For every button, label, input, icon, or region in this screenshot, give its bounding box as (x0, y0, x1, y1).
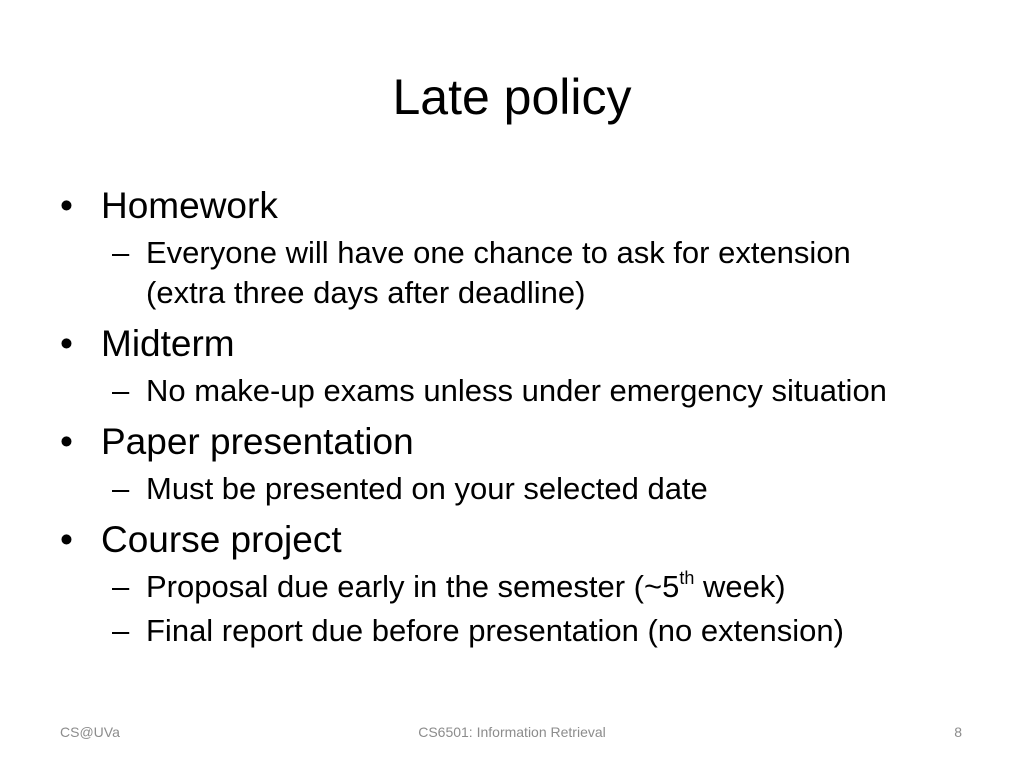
sub-bullet-text: Must be presented on your selected date (146, 471, 708, 506)
sub-bullet-item (60, 469, 960, 509)
bullet-icon: • (60, 185, 73, 226)
bullet-label: Course project (101, 519, 342, 560)
bullet-icon: • (60, 421, 73, 462)
dash-icon: – (112, 471, 130, 506)
slide-content (60, 180, 960, 651)
ordinal-superscript: th (679, 567, 695, 588)
dash-icon: – (112, 613, 130, 648)
bullet-label: Homework (101, 185, 278, 226)
sub-bullet-text-post: week) (694, 569, 786, 604)
bullet-icon: • (60, 323, 73, 364)
bullet-label: Midterm (101, 323, 235, 364)
bullet-icon: • (60, 519, 73, 560)
slide-title: Late policy (392, 69, 632, 125)
dash-icon: – (112, 569, 130, 604)
bullet-item-paper-presentation (60, 419, 960, 465)
bullet-item-course-project (60, 517, 960, 563)
bullet-item-homework (60, 183, 960, 229)
sub-bullet-item (60, 371, 960, 411)
sub-bullet-text: Final report due before presentation (no extension) (146, 613, 844, 648)
footer-left: CS@UVa (60, 724, 120, 740)
sub-bullet-item (60, 567, 960, 607)
footer-center: CS6501: Information Retrieval (418, 724, 606, 740)
bullet-label: Paper presentation (101, 421, 414, 462)
bullet-item-midterm (60, 321, 960, 367)
sub-bullet-text-line1: Everyone will have one chance to ask for extension (146, 235, 851, 270)
sub-bullet-text: No make-up exams unless under emergency situation (146, 373, 887, 408)
page-number: 8 (954, 724, 962, 740)
dash-icon: – (112, 373, 130, 408)
sub-bullet-text-pre: Proposal due early in the semester (~5 (146, 569, 680, 604)
sub-bullet-item (60, 233, 960, 313)
dash-icon: – (112, 235, 130, 270)
sub-bullet-text-line2: (extra three days after deadline) (146, 275, 586, 310)
sub-bullet-item (60, 611, 960, 651)
